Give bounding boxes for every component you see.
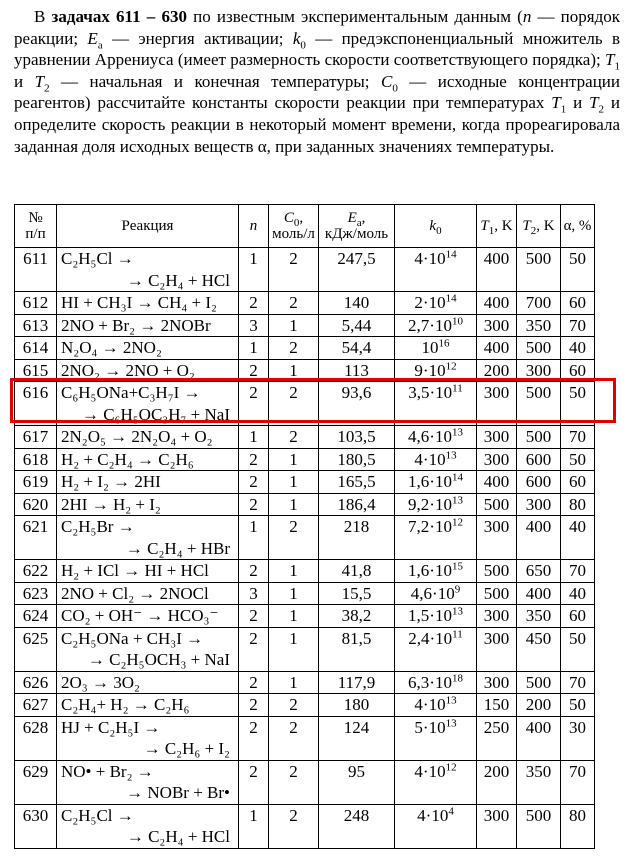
alpha-cell: 70 [561, 426, 595, 449]
reaction-line-1: 2NO₂ → 2NO + O₂ [61, 360, 195, 380]
ea-cell: 15,5 [319, 582, 395, 605]
c0-cell: 1 [269, 605, 319, 628]
table-row [15, 426, 595, 449]
table-row [15, 337, 595, 360]
t1-cell: 300 [477, 804, 517, 848]
row-number: 627 [15, 694, 57, 717]
alpha-cell: 50 [561, 448, 595, 471]
reaction-line-1: 2HI → H₂ + I₂ [61, 494, 161, 514]
k0-cell: $4\cdot 10^{13}$ [395, 694, 477, 717]
ea-cell: 180 [319, 694, 395, 717]
t2-cell: 500 [517, 426, 561, 449]
row-number: 626 [15, 671, 57, 694]
k0-cell: $5\cdot 10^{13}$ [395, 716, 477, 760]
t1-cell: 300 [477, 516, 517, 560]
c0-cell: 2 [269, 426, 319, 449]
reaction-line-2: → C₂H₄ + HBr [125, 538, 230, 558]
t1-cell: 200 [477, 760, 517, 804]
header-t2: $T_2$, K [517, 205, 561, 248]
ea-cell: 113 [319, 359, 395, 382]
table-row [15, 760, 595, 804]
t1-cell: 400 [477, 471, 517, 494]
header-alpha: α, % [561, 205, 595, 248]
table-row [15, 382, 595, 426]
alpha-cell: 80 [561, 493, 595, 516]
reaction-line-1: H₂ + C₂H₄ → C₂H₆ [61, 449, 194, 469]
c0-cell: 1 [269, 471, 319, 494]
alpha-cell: 50 [561, 627, 595, 671]
t1-cell: 300 [477, 671, 517, 694]
ea-cell: 95 [319, 760, 395, 804]
reaction-line-1: 2N₂O₅ → 2N₂O₄ + O₂ [61, 427, 213, 446]
row-number: 618 [15, 448, 57, 471]
order-cell: 3 [239, 314, 269, 337]
k0-cell: $3,5\cdot 10^{11}$ [395, 382, 477, 426]
t2-cell: 500 [517, 337, 561, 360]
order-cell: 2 [239, 359, 269, 382]
t2-cell: 450 [517, 627, 561, 671]
alpha-cell: 50 [561, 248, 595, 292]
alpha-cell: 80 [561, 804, 595, 848]
reaction-line-1: H₂ + ICl → HI + HCl [61, 561, 209, 580]
table-row [15, 671, 595, 694]
alpha-cell: 70 [561, 671, 595, 694]
reaction-line-2: → C₆H₅OC₃H₇ + NaI [81, 404, 230, 424]
reaction-cell [57, 292, 239, 315]
ea-cell: 38,2 [319, 605, 395, 628]
table-row [15, 627, 595, 671]
reaction-cell [57, 716, 239, 760]
row-number: 623 [15, 582, 57, 605]
t2-cell: 600 [517, 471, 561, 494]
t1-cell: 400 [477, 248, 517, 292]
table-row [15, 448, 595, 471]
order-cell: 2 [239, 493, 269, 516]
reaction-line-1: C₆H₅ONa+C₃H₇I → [61, 383, 201, 402]
k0-cell: $4\cdot 10^4$ [395, 804, 477, 848]
t1-cell: 250 [477, 716, 517, 760]
row-number: 614 [15, 337, 57, 360]
ea-cell: 5,44 [319, 314, 395, 337]
reaction-line-1: HJ + C₂H₅I → [61, 717, 161, 737]
k0-cell: $1,6\cdot 10^{14}$ [395, 471, 477, 494]
reaction-cell [57, 560, 239, 583]
c0-cell: 1 [269, 560, 319, 583]
t2-cell: 600 [517, 448, 561, 471]
t2-cell: 500 [517, 248, 561, 292]
reaction-line-1: C₂H₅Cl → [61, 805, 134, 825]
reaction-line-1: 2O₃ → 3O₂ [61, 672, 140, 692]
table-row [15, 516, 595, 560]
alpha-cell: 60 [561, 292, 595, 315]
t2-cell: 350 [517, 760, 561, 804]
t2-cell: 500 [517, 382, 561, 426]
order-cell: 2 [239, 671, 269, 694]
alpha-cell: 70 [561, 560, 595, 583]
c0-cell: 2 [269, 292, 319, 315]
reaction-line-1: C₂H₄+ H₂ → C₂H₆ [61, 695, 190, 714]
order-cell: 2 [239, 382, 269, 426]
t1-cell: 300 [477, 382, 517, 426]
reaction-line-1: N₂O₄ → 2NO₂ [61, 338, 162, 357]
row-number: 625 [15, 627, 57, 671]
c0-cell: 2 [269, 694, 319, 717]
reaction-cell [57, 471, 239, 494]
ea-cell: 218 [319, 516, 395, 560]
t1-cell: 300 [477, 627, 517, 671]
k0-cell: $9,2\cdot 10^{13}$ [395, 493, 477, 516]
order-cell: 2 [239, 448, 269, 471]
row-number: 615 [15, 359, 57, 382]
table-row [15, 582, 595, 605]
row-number: 611 [15, 248, 57, 292]
c0-cell: 1 [269, 627, 319, 671]
row-number: 630 [15, 804, 57, 848]
reaction-cell [57, 448, 239, 471]
t2-cell: 300 [517, 359, 561, 382]
reaction-cell [57, 248, 239, 292]
reaction-cell [57, 493, 239, 516]
alpha-cell: 60 [561, 605, 595, 628]
reaction-line-2: → NOBr + Br• [126, 783, 230, 802]
row-number: 621 [15, 516, 57, 560]
t2-cell: 500 [517, 671, 561, 694]
order-cell: 2 [239, 627, 269, 671]
reaction-cell [57, 671, 239, 694]
reaction-line-1: C₂H₅ONa + CH₃I → [61, 628, 204, 648]
order-cell: 2 [239, 694, 269, 717]
c0-cell: 2 [269, 382, 319, 426]
t1-cell: 200 [477, 359, 517, 382]
c0-cell: 2 [269, 804, 319, 848]
reaction-line-1: 2NO + Br₂ → 2NOBr [61, 315, 211, 335]
reaction-line-1: HI + CH₃I → CH₄ + I₂ [61, 293, 217, 312]
alpha-cell: 40 [561, 516, 595, 560]
reaction-line-1: CO₂ + OH⁻ → HCO₃⁻ [61, 606, 219, 625]
reaction-cell [57, 314, 239, 337]
t2-cell: 300 [517, 493, 561, 516]
ea-cell: 103,5 [319, 426, 395, 449]
c0-cell: 1 [269, 671, 319, 694]
alpha-cell: 70 [561, 314, 595, 337]
t1-cell: 400 [477, 292, 517, 315]
k0-cell: $4\cdot 10^{13}$ [395, 448, 477, 471]
header-c0: $C_0$, моль/л [269, 205, 319, 248]
ea-cell: 140 [319, 292, 395, 315]
k0-cell: $2\cdot 10^{14}$ [395, 292, 477, 315]
ea-cell: 41,8 [319, 560, 395, 583]
reaction-cell [57, 760, 239, 804]
reaction-cell [57, 804, 239, 848]
k0-cell: $6,3\cdot 10^{18}$ [395, 671, 477, 694]
order-cell: 1 [239, 337, 269, 360]
t2-cell: 650 [517, 560, 561, 583]
alpha-cell: 50 [561, 694, 595, 717]
table-row [15, 694, 595, 717]
order-cell: 2 [239, 605, 269, 628]
ea-cell: 81,5 [319, 627, 395, 671]
k0-cell: $1,5\cdot 10^{13}$ [395, 605, 477, 628]
reaction-cell [57, 426, 239, 449]
table-header-row [15, 205, 595, 248]
c0-cell: 1 [269, 359, 319, 382]
reaction-line-2: → C₂H₄ + HCl [126, 827, 230, 846]
reaction-cell [57, 337, 239, 360]
t2-cell: 350 [517, 605, 561, 628]
reaction-cell [57, 694, 239, 717]
reaction-line-1: C₂H₅Cl → [61, 249, 134, 268]
ea-cell: 180,5 [319, 448, 395, 471]
c0-cell: 2 [269, 248, 319, 292]
reaction-cell [57, 382, 239, 426]
reaction-cell [57, 627, 239, 671]
t2-cell: 400 [517, 716, 561, 760]
t2-cell: 200 [517, 694, 561, 717]
order-cell: 1 [239, 516, 269, 560]
row-number: 622 [15, 560, 57, 583]
alpha-cell: 30 [561, 716, 595, 760]
k0-cell: $10^{16}$ [395, 337, 477, 360]
header-reaction: Реакция [57, 205, 239, 248]
ea-cell: 124 [319, 716, 395, 760]
t1-cell: 150 [477, 694, 517, 717]
reaction-cell [57, 516, 239, 560]
alpha-cell: 40 [561, 582, 595, 605]
header-number: № п/п [15, 205, 57, 248]
t1-cell: 300 [477, 314, 517, 337]
c0-cell: 2 [269, 760, 319, 804]
table-row [15, 560, 595, 583]
t1-cell: 500 [477, 582, 517, 605]
t1-cell: 300 [477, 448, 517, 471]
reaction-line-1: NO• + Br₂ → [61, 761, 154, 781]
alpha-cell: 60 [561, 471, 595, 494]
k0-cell: $4\cdot 10^{12}$ [395, 760, 477, 804]
row-number: 617 [15, 426, 57, 449]
k0-cell: $4\cdot 10^{14}$ [395, 248, 477, 292]
reaction-data-table [14, 204, 595, 849]
k0-cell: $1,6\cdot 10^{15}$ [395, 560, 477, 583]
k0-cell: $2,7\cdot 10^{10}$ [395, 314, 477, 337]
reaction-line-1: 2NO + Cl₂ → 2NOCl [61, 583, 209, 603]
row-number: 629 [15, 760, 57, 804]
table-row [15, 248, 595, 292]
c0-cell: 1 [269, 582, 319, 605]
reaction-cell [57, 359, 239, 382]
t2-cell: 350 [517, 314, 561, 337]
t2-cell: 700 [517, 292, 561, 315]
row-number: 612 [15, 292, 57, 315]
t1-cell: 300 [477, 605, 517, 628]
row-number: 616 [15, 382, 57, 426]
row-number: 620 [15, 493, 57, 516]
t1-cell: 500 [477, 493, 517, 516]
k0-cell: $4,6\cdot 10^9$ [395, 582, 477, 605]
row-number: 624 [15, 605, 57, 628]
table-row [15, 292, 595, 315]
t2-cell: 500 [517, 804, 561, 848]
table-row [15, 359, 595, 382]
ea-cell: 247,5 [319, 248, 395, 292]
k0-cell: $2,4\cdot 10^{11}$ [395, 627, 477, 671]
alpha-cell: 60 [561, 359, 595, 382]
table-row [15, 605, 595, 628]
order-cell: 1 [239, 804, 269, 848]
order-cell: 1 [239, 426, 269, 449]
ea-cell: 93,6 [319, 382, 395, 426]
reaction-cell [57, 582, 239, 605]
c0-cell: 1 [269, 448, 319, 471]
reaction-line-1: C₂H₅Br → [61, 517, 135, 536]
order-cell: 2 [239, 292, 269, 315]
intro-paragraph: В задачах 611 – 630 по известным экспериментальным данным (n — порядок реакции; $E_а$ — энергия активации; $k_0$ — предэкспоненциальный множитель в уравнении Аррениуса (имеет размерность скорости соответствующего порядка); $T_1$ и $T_2$ — начальная и конечная температуры; $C_0$ — исходные концентрации реагентов) рассчитайте константы скорости реакции при температурах $T_1$ и $T_2$ и определите скорость реакции в некоторый момент времени, когда прореагировала заданная доля исходных веществ α, при заданных значениях температуры. [14, 7, 621, 156]
order-cell: 3 [239, 582, 269, 605]
alpha-cell: 50 [561, 382, 595, 426]
reaction-line-2: → C₂H₆ + I₂ [143, 739, 230, 758]
table-row [15, 471, 595, 494]
header-k0: $k_0$ [395, 205, 477, 248]
order-cell: 2 [239, 716, 269, 760]
ea-cell: 165,5 [319, 471, 395, 494]
table-row [15, 314, 595, 337]
reaction-line-2: → C₂H₄ + HCl [126, 270, 230, 290]
reaction-line-1: H₂ + I₂ → 2HI [61, 472, 161, 491]
t2-cell: 400 [517, 516, 561, 560]
alpha-cell: 70 [561, 760, 595, 804]
t2-cell: 400 [517, 582, 561, 605]
k0-cell: $4,6\cdot 10^{13}$ [395, 426, 477, 449]
header-ea: $E_а$, кДж/моль [319, 205, 395, 248]
c0-cell: 2 [269, 716, 319, 760]
order-cell: 2 [239, 471, 269, 494]
c0-cell: 2 [269, 516, 319, 560]
k0-cell: $7,2\cdot 10^{12}$ [395, 516, 477, 560]
table-row [15, 804, 595, 848]
c0-cell: 1 [269, 314, 319, 337]
k0-cell: $9\cdot 10^{12}$ [395, 359, 477, 382]
reaction-cell [57, 605, 239, 628]
row-number: 619 [15, 471, 57, 494]
row-number: 613 [15, 314, 57, 337]
c0-cell: 1 [269, 493, 319, 516]
alpha-cell: 40 [561, 337, 595, 360]
task-range: задачах 611 – 630 [51, 7, 187, 26]
ea-cell: 54,4 [319, 337, 395, 360]
c0-cell: 2 [269, 337, 319, 360]
table-row [15, 716, 595, 760]
ea-cell: 186,4 [319, 493, 395, 516]
header-t1: $T_1$, K [477, 205, 517, 248]
table-row [15, 493, 595, 516]
ea-cell: 248 [319, 804, 395, 848]
ea-cell: 117,9 [319, 671, 395, 694]
reaction-line-2: → C₂H₅OCH₃ + NaI [87, 650, 230, 669]
order-cell: 2 [239, 760, 269, 804]
t1-cell: 400 [477, 337, 517, 360]
header-order: n [239, 205, 269, 248]
t1-cell: 300 [477, 426, 517, 449]
order-cell: 1 [239, 248, 269, 292]
order-cell: 2 [239, 560, 269, 583]
t1-cell: 500 [477, 560, 517, 583]
row-number: 628 [15, 716, 57, 760]
